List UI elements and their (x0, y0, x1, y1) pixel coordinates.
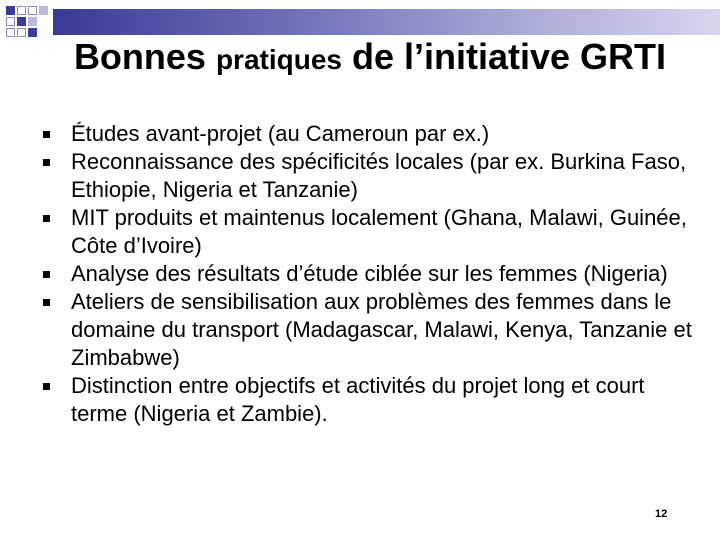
bullet-list (40, 120, 700, 428)
square-bullet-icon (43, 271, 50, 278)
decor-square (28, 17, 37, 26)
square-bullet-icon (43, 383, 50, 390)
slide-title (40, 33, 700, 84)
decor-square (17, 28, 26, 37)
decor-square (6, 17, 15, 26)
bullet-text: Ateliers de sensibilisation aux problèmes des femmes dans le domaine du transport (Madagascar, Malawi, Kenya, Tanzanie et Zimbabwe) (71, 289, 692, 370)
bullet-text: Études avant-projet (au Cameroun par ex.) (71, 121, 490, 146)
bullet-text: Reconnaissance des spécificités locales (par ex. Burkina Faso, Ethiopie, Nigeria et Tanzanie) (71, 149, 687, 202)
bullet-item (40, 120, 700, 148)
title-part-1: Bonnes (73, 36, 216, 77)
title-part-3: de l’initiative GRTI (341, 36, 667, 77)
decor-square (6, 28, 15, 37)
bullet-text: MIT produits et maintenus localement (Ghana, Malawi, Guinée, Côte d’Ivoire) (71, 205, 687, 258)
decor-square (6, 6, 15, 15)
header-gradient-bar (53, 9, 720, 35)
page-number: 12 (655, 508, 668, 520)
title-part-2: pratiques (215, 44, 342, 75)
bullet-text: Distinction entre objectifs et activités du projet long et court terme (Nigeria et Zambie). (71, 373, 645, 426)
bullet-item (40, 204, 700, 260)
square-bullet-icon (43, 215, 50, 222)
bullet-item (40, 260, 700, 288)
decor-square (28, 6, 37, 15)
decor-square (39, 6, 48, 15)
square-bullet-icon (43, 159, 50, 166)
bullet-item (40, 148, 700, 204)
bullet-text: Analyse des résultats d’étude ciblée sur les femmes (Nigeria) (71, 261, 668, 286)
square-bullet-icon (43, 131, 50, 138)
decor-square (17, 6, 26, 15)
bullet-item (40, 372, 700, 428)
square-bullet-icon (43, 299, 50, 306)
decor-square (17, 17, 26, 26)
bullet-item (40, 288, 700, 372)
decor-square (28, 28, 37, 37)
